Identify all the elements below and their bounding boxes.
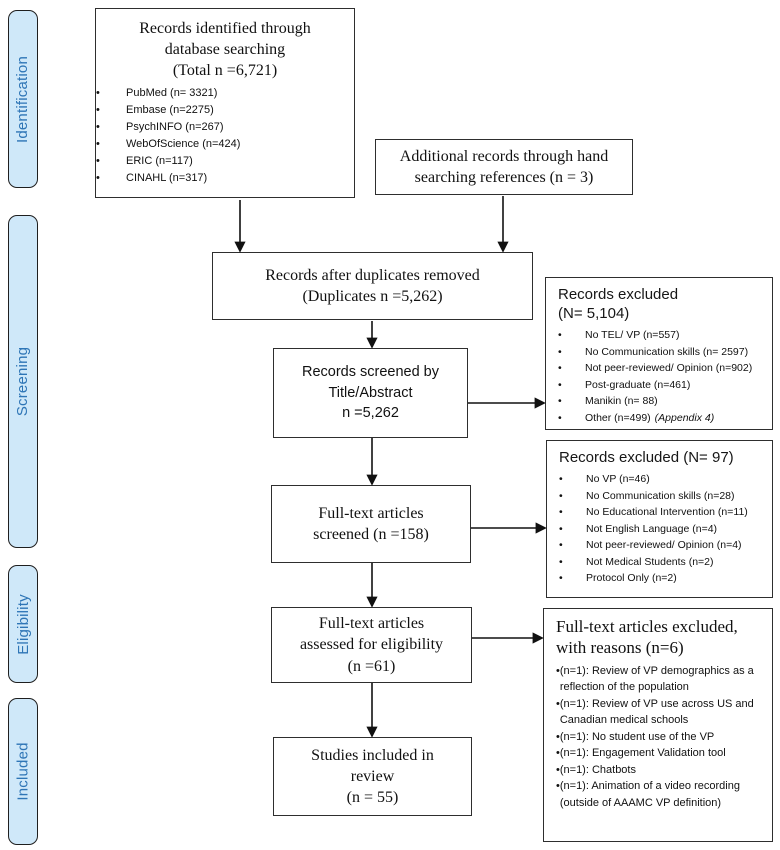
stage-eligibility (8, 565, 38, 683)
eligibility-line3: (n =61) (347, 657, 396, 675)
records-identified-title-line2: database searching (164, 41, 286, 59)
box-fulltext-excluded (543, 608, 773, 842)
bullet-marker: • (556, 763, 560, 776)
included-line1: Studies included in (311, 746, 434, 764)
excluded3-reason-list (556, 663, 766, 812)
records-identified-source-list (96, 85, 354, 187)
fulltext-screened-line2: screened (n =158) (313, 526, 429, 543)
reason-text: Post-graduate (n=461) (585, 378, 691, 391)
bullet-marker: • (96, 138, 100, 151)
list-item (558, 393, 766, 410)
excluded3-header-line1: Full-text articles excluded, (556, 617, 738, 636)
reason-text: No Communication skills (n= 2597) (585, 345, 749, 358)
list-item (558, 377, 766, 394)
reason-text: Manikin (n= 88) (585, 395, 658, 408)
list-item (559, 521, 766, 538)
excluded2-reason-list (559, 471, 766, 587)
box-fulltext-screened (271, 485, 471, 563)
excluded3-reason: (n=1): Review of VP use across US and Canadian medical schools (559, 697, 754, 726)
excluded3-reason: (n=1): Animation of a video recording (outside of AAAMC VP definition) (559, 780, 740, 809)
box-records-screened (273, 348, 468, 438)
list-item (559, 570, 766, 587)
excluded2-reason: Not peer-reviewed/ Opinion (n=4) (586, 539, 742, 552)
stage-identification (8, 10, 38, 188)
fulltext-screened-line1: Full-text articles (318, 504, 424, 522)
stage-screening-label: Screening (14, 346, 32, 417)
box-hand-searching (375, 139, 633, 195)
list-item (558, 360, 766, 377)
stage-eligibility-label: Eligibility (14, 593, 32, 655)
source-psychinfo: PsychINFO (n=267) (126, 121, 224, 134)
list-item (556, 696, 766, 729)
excluded2-reason: No Educational Intervention (n=11) (586, 506, 748, 519)
bullet-marker: • (559, 522, 563, 535)
hand-searching-line2: searching references (n = 3) (414, 169, 594, 186)
box-studies-included (273, 737, 472, 816)
list-item (559, 471, 766, 488)
records-identified-title-line1: Records identified through (139, 20, 311, 37)
reason-note: (Appendix 4) (654, 411, 715, 424)
list-item (556, 762, 766, 779)
stage-identification-label: Identification (14, 55, 32, 143)
duplicates-line2: (Duplicates n =5,262) (302, 288, 443, 305)
box-assessed-eligibility (271, 607, 472, 683)
bullet-marker: • (556, 747, 560, 759)
eligibility-line1: Full-text articles (318, 615, 425, 633)
bullet-marker: • (558, 378, 562, 391)
box-duplicates-removed (212, 252, 533, 320)
source-eric: ERIC (n=117) (126, 155, 193, 168)
bullet-marker: • (559, 473, 563, 486)
source-cinahl: CINAHL (n=317) (126, 172, 208, 185)
list-item (96, 102, 354, 119)
records-screened-line3: n =5,262 (342, 405, 399, 422)
bullet-marker: • (556, 664, 560, 677)
list-item (96, 119, 354, 136)
excluded1-reason (585, 344, 766, 361)
bullet-marker: • (96, 87, 100, 100)
excluded3-header-line2: with reasons (n=6) (556, 638, 684, 658)
records-identified-total: (Total n =6,721) (172, 62, 278, 80)
excluded2-reason: Protocol Only (n=2) (586, 572, 677, 585)
box-records-excluded-1 (545, 277, 773, 430)
source-embase: Embase (n=2275) (126, 104, 214, 117)
list-item (556, 778, 766, 811)
excluded1-reason (585, 410, 766, 427)
bullet-marker: • (556, 780, 560, 792)
list-item (96, 153, 354, 170)
bullet-marker: • (558, 362, 562, 375)
list-item (558, 410, 766, 427)
source-webofscience: WebOfScience (n=424) (126, 138, 241, 151)
list-item (96, 136, 354, 153)
list-item (558, 344, 766, 361)
list-item (96, 170, 354, 187)
excluded2-reason: No VP (n=46) (586, 473, 650, 486)
bullet-marker: • (559, 572, 563, 585)
list-item (559, 488, 766, 505)
stage-included (8, 698, 38, 845)
duplicates-line1: Records after duplicates removed (265, 266, 480, 284)
excluded1-reason-list (558, 327, 766, 426)
excluded1-reason (585, 393, 766, 410)
hand-searching-line1: Additional records through hand (399, 147, 609, 165)
box-records-identified (95, 8, 355, 198)
included-line2: review (350, 767, 395, 785)
reason-text: Not peer-reviewed/ Opinion (n=902) (585, 362, 753, 375)
bullet-marker: • (556, 697, 560, 710)
excluded2-reason: Not Medical Students (n=2) (586, 555, 714, 568)
excluded1-reason (585, 327, 766, 344)
bullet-marker: • (559, 555, 563, 568)
eligibility-line2: assessed for eligibility (299, 636, 444, 654)
bullet-marker: • (559, 539, 563, 552)
list-item (559, 504, 766, 521)
records-screened-line1: Records screened by (301, 364, 439, 381)
bullet-marker: • (556, 730, 560, 743)
bullet-marker: • (559, 489, 563, 502)
excluded3-reason: (n=1): Chatbots (559, 763, 636, 776)
bullet-marker: • (96, 172, 100, 185)
reason-text: No TEL/ VP (n=557) (585, 329, 680, 342)
stage-included-label: Included (14, 742, 32, 801)
records-screened-line2: Title/Abstract (328, 384, 413, 401)
excluded2-reason: No Communication skills (n=28) (586, 489, 735, 502)
excluded3-reason: (n=1): Engagement Validation tool (559, 747, 726, 759)
excluded1-header-line2: (N= 5,104) (558, 305, 630, 323)
excluded1-reason (585, 360, 766, 377)
excluded1-header-line1: Records excluded (558, 286, 679, 303)
excluded1-reason (585, 377, 766, 394)
stage-screening (8, 215, 38, 548)
bullet-marker: • (96, 155, 100, 168)
excluded3-reason: (n=1): No student use of the VP (559, 730, 715, 743)
bullet-marker: • (558, 329, 562, 342)
list-item (96, 85, 354, 102)
excluded2-reason: Not English Language (n=4) (586, 522, 718, 535)
excluded2-header: Records excluded (N= 97) (559, 449, 734, 466)
bullet-marker: • (558, 395, 562, 408)
reason-text: Other (n=499) (585, 411, 651, 424)
list-item (556, 729, 766, 746)
box-records-excluded-2 (546, 440, 773, 598)
source-pubmed: PubMed (n= 3321) (126, 87, 218, 100)
bullet-marker: • (558, 411, 562, 424)
list-item (558, 327, 766, 344)
bullet-marker: • (96, 121, 100, 134)
bullet-marker: • (558, 345, 562, 358)
excluded3-reason: (n=1): Review of VP demographics as a reflection of the population (559, 664, 754, 693)
included-line3: (n = 55) (346, 789, 399, 807)
bullet-marker: • (559, 506, 563, 519)
list-item (556, 663, 766, 696)
bullet-marker: • (96, 104, 100, 117)
list-item (559, 537, 766, 554)
list-item (559, 554, 766, 571)
list-item (556, 745, 766, 762)
